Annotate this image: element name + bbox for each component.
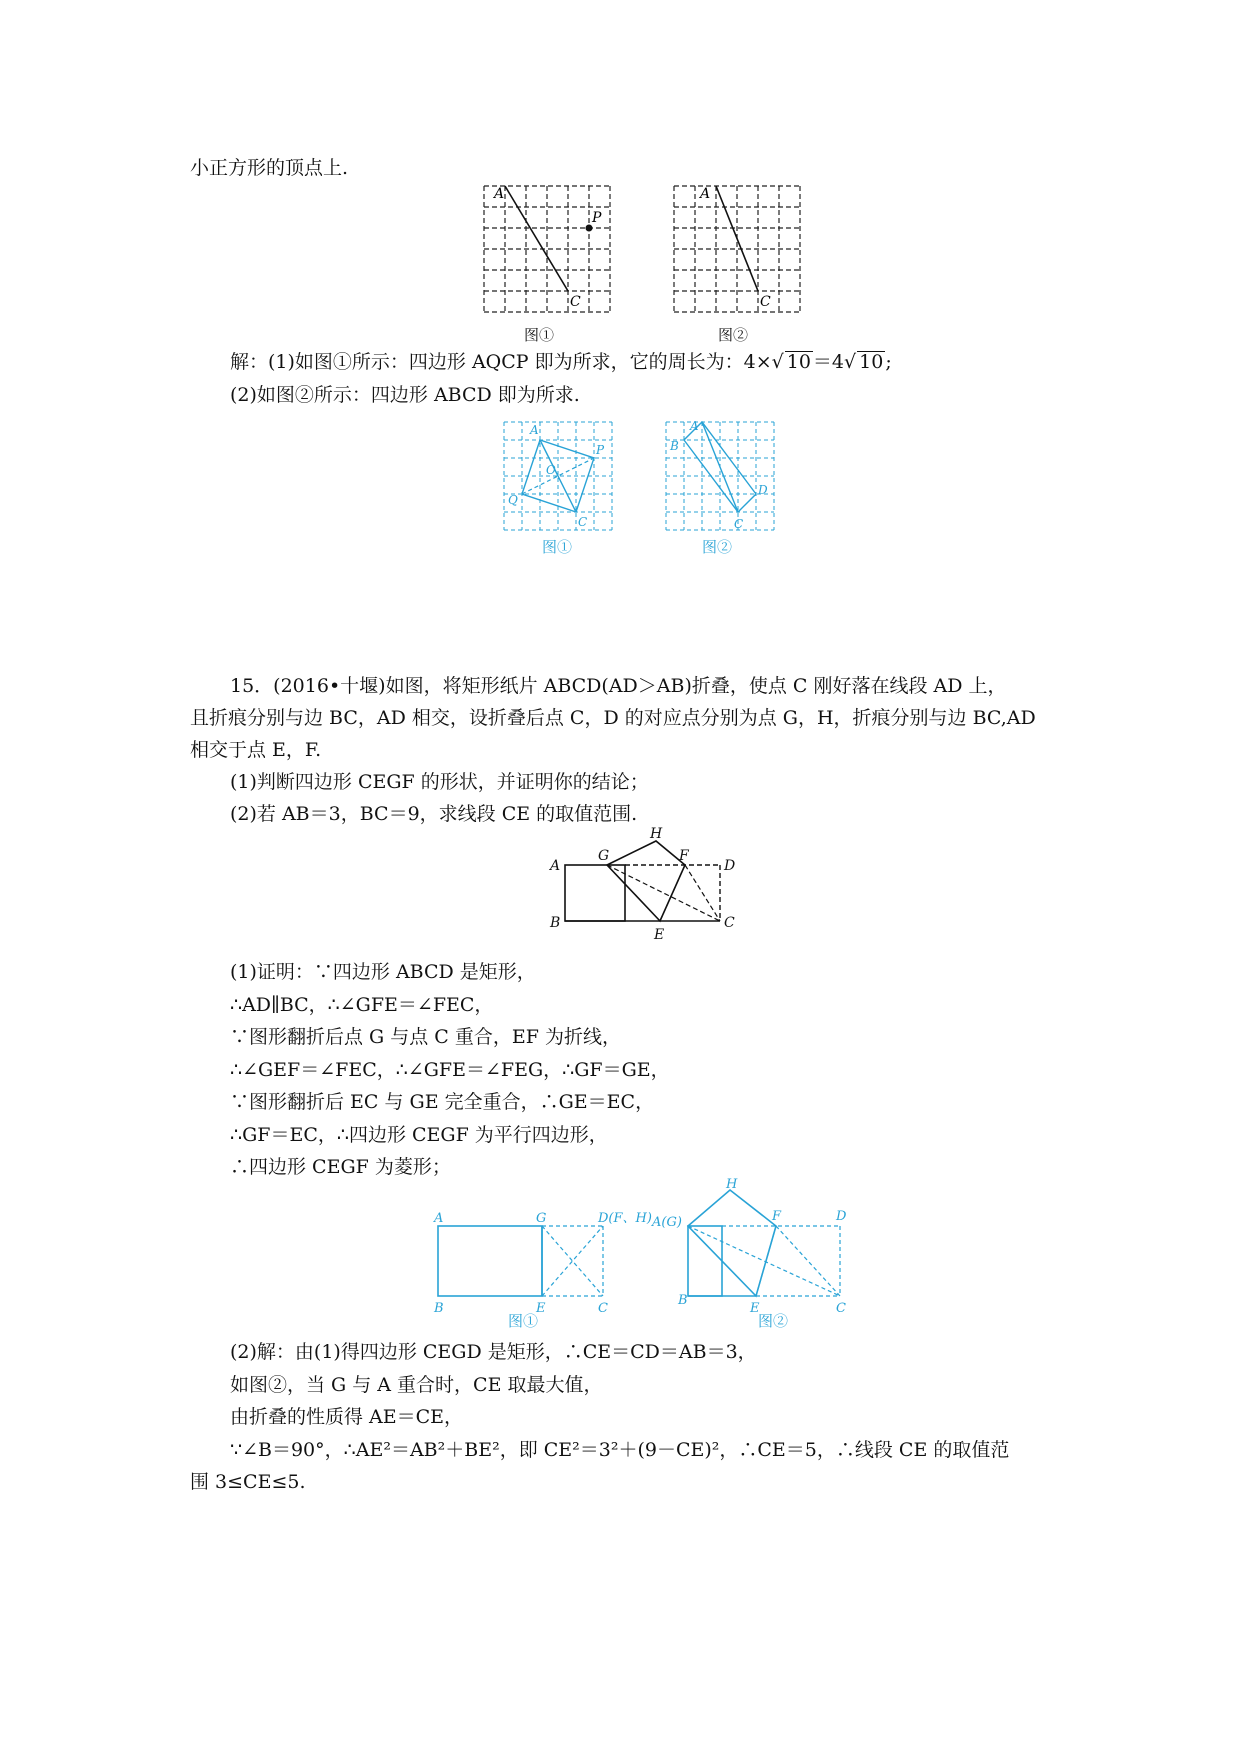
q15-proof-l5: ∵图形翻折后 EC 与 GE 完全重合，∴GE＝EC，	[230, 1091, 655, 1113]
q15-part2-l5: 围 3≤CE≤5.	[190, 1471, 306, 1493]
label-a: A(G)	[652, 1215, 682, 1230]
q15-answer-figure-1	[428, 1208, 652, 1316]
label-d: D	[724, 858, 736, 874]
q15-answer-fig2-caption: 图②	[758, 1312, 789, 1330]
label-d: D	[836, 1209, 847, 1224]
label-f: F	[679, 848, 689, 864]
label-b: B	[550, 915, 561, 931]
label-b: B	[434, 1301, 444, 1316]
q14-figure-1	[480, 182, 616, 318]
label-a: A	[550, 858, 561, 874]
label-d: D	[758, 483, 768, 497]
q15-proof-l1: (1)证明：∵四边形 ABCD 是矩形，	[230, 961, 536, 983]
label-c: C	[724, 915, 735, 931]
q14-solution-line2: (2)如图②所示：四边形 ABCD 即为所求.	[230, 384, 580, 406]
label-a: A	[434, 1211, 444, 1226]
label-a: A	[690, 419, 699, 433]
label-e: E	[750, 1301, 760, 1316]
label-a: A	[530, 423, 539, 437]
label-f: F	[772, 1209, 782, 1224]
q15-part2-l3: 由折叠的性质得 AE＝CE，	[230, 1406, 464, 1428]
label-h: H	[726, 1177, 738, 1192]
label-g: G	[536, 1211, 547, 1226]
q15-part2-l1: (2)解：由(1)得四边形 CEGD 是矩形，∴CE＝CD＝AB＝3，	[230, 1341, 757, 1363]
sqrt-value-2: 10	[859, 351, 884, 373]
label-b: B	[670, 439, 679, 453]
label-c: C	[578, 515, 588, 529]
q15-line4: (1)判断四边形 CEGF 的形状，并证明你的结论；	[230, 771, 649, 793]
q15-line1: 15．(2016•十堰)如图，将矩形纸片 ABCD(AD＞AB)折叠，使点 C 刚好落在线段 AD 上，	[230, 675, 1007, 697]
q14-solution-line1: 解：(1)如图①所示：四边形 AQCP 即为所求，它的周长为：4×√ 10 ＝4√ 10 ;	[230, 351, 892, 373]
q15-proof-l7: ∴四边形 CEGF 为菱形；	[230, 1156, 451, 1178]
sqrt-value-1: 10	[786, 351, 811, 373]
q14-fig2-caption: 图②	[718, 326, 749, 344]
q15-part2-l4: ∵∠B＝90°，∴AE²＝AB²＋BE²，即 CE²＝3²＋(9－CE)²，∴CE＝5，∴线段 CE 的取值范	[230, 1439, 1010, 1461]
label-p: P	[592, 210, 602, 226]
intro-line: 小正方形的顶点上.	[190, 157, 349, 179]
label-c: C	[598, 1301, 608, 1316]
q15-answer-fig1-caption: 图①	[508, 1312, 539, 1330]
q15-line2: 且折痕分别与边 BC，AD 相交，设折叠后点 C，D 的对应点分别为点 G，H，折痕分别与边 BC,AD	[190, 707, 1036, 729]
q14-answer-fig1-caption: 图①	[542, 538, 573, 556]
label-e: E	[536, 1301, 546, 1316]
solution-text: 解：(1)如图①所示：四边形 AQCP 即为所求，它的周长为：4×	[230, 351, 772, 373]
q15-proof-l3: ∵图形翻折后点 G 与点 C 重合，EF 为折线，	[230, 1026, 621, 1048]
label-c: C	[570, 294, 581, 310]
q15-proof-l2: ∴AD∥BC，∴∠GFE＝∠FEC，	[230, 994, 494, 1016]
label-a: A	[494, 186, 505, 202]
q15-proof-l4: ∴∠GEF＝∠FEC，∴∠GFE＝∠FEG，∴GF＝GE，	[230, 1059, 670, 1081]
folded-quad	[607, 841, 685, 921]
label-o: O	[546, 463, 556, 477]
label-c: C	[836, 1301, 846, 1316]
label-b: B	[678, 1293, 688, 1308]
label-h: H	[650, 826, 663, 842]
label-q: Q	[508, 493, 518, 507]
q15-figure	[548, 826, 738, 956]
q14-answer-fig2-caption: 图②	[702, 538, 733, 556]
segment-ac	[505, 186, 568, 291]
q14-figure-2	[670, 182, 806, 318]
q14-answer-figure-1	[500, 418, 620, 538]
solution-end: ;	[885, 351, 892, 373]
q15-line3: 相交于点 E，F.	[190, 739, 322, 761]
label-p: P	[596, 443, 605, 457]
label-d: D(F、H)	[598, 1211, 652, 1226]
q15-answer-figure-2	[652, 1177, 852, 1316]
label-g: G	[598, 848, 610, 864]
label-a: A	[700, 186, 711, 202]
label-c: C	[734, 517, 744, 531]
folded-quad	[688, 1190, 776, 1296]
q15-proof-l6: ∴GF＝EC，∴四边形 CEGF 为平行四边形，	[230, 1124, 608, 1146]
q14-answer-figure-2	[662, 418, 782, 538]
label-c: C	[760, 294, 771, 310]
label-e: E	[654, 927, 665, 943]
solution-mid: ＝4	[812, 351, 845, 373]
q14-fig1-caption: 图①	[524, 326, 555, 344]
q15-part2-l2: 如图②，当 G 与 A 重合时，CE 取最大值，	[230, 1374, 603, 1396]
q15-line5: (2)若 AB＝3，BC＝9，求线段 CE 的取值范围.	[230, 803, 638, 825]
